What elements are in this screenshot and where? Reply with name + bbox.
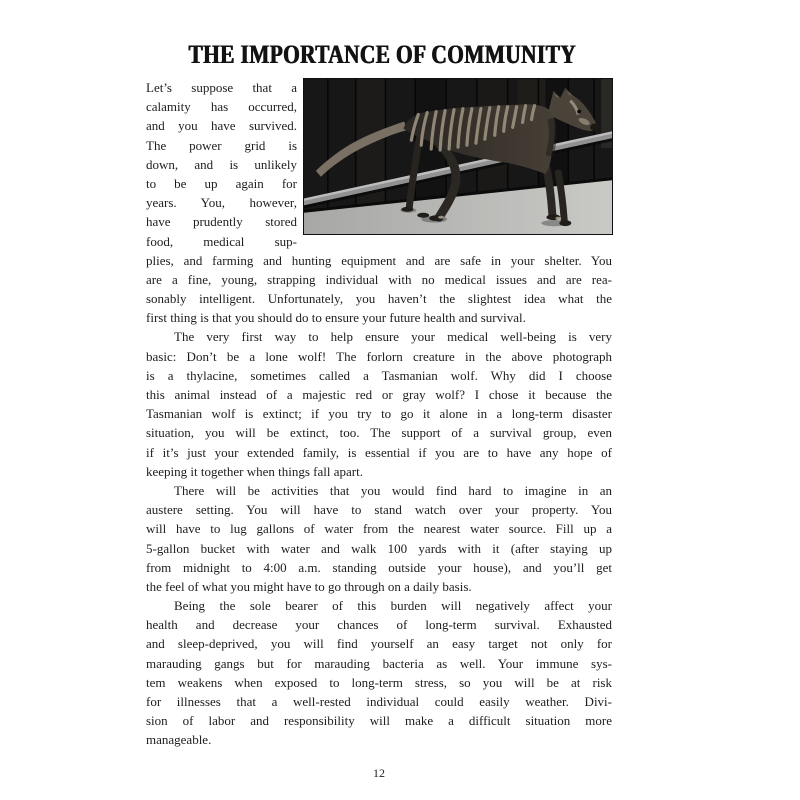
text-line: is a thylacine, sometimes called a Tasmanian wolf. Why did I choose (146, 367, 612, 383)
text-line: situation, you will be extinct, too. The support of a survival group, even (146, 425, 612, 441)
text-line: sion of labor and responsibility will make a difficult situation more (146, 713, 612, 729)
text-line: The power grid is (146, 137, 297, 153)
body-text (146, 78, 612, 750)
text-line: Tasmanian wolf is extinct; if you try to go it alone in a long-term disaster (146, 406, 612, 422)
text-line: the feel of what you might have to go through on a daily basis. (146, 578, 472, 594)
paragraph-3 (146, 481, 612, 596)
text-line: manageable. (146, 732, 212, 748)
text-line: 5-gallon bucket with water and walk 100 yards with it (after staying up (146, 540, 612, 556)
text-line: this animal instead of a majestic red or gray wolf? I chose it because the (146, 387, 612, 402)
text-line: first thing is that you should do to ensure your future health and survival. (146, 310, 526, 326)
text-line: tem weakens when exposed to long-term stress, so you will be at risk (146, 674, 612, 690)
text-line: marauding gangs but for marauding bacteria as well. Your immune sys- (146, 655, 612, 671)
text-line: The very first way to help ensure your medical well-being is very (174, 329, 612, 345)
text-line: are a fine, young, strapping individual with no medical issues and are rea- (146, 271, 612, 287)
paragraph-1 (146, 78, 612, 327)
page-title-text: THE IMPORTANCE OF COMMUNITY (188, 40, 577, 69)
text-line: years. You, however, (146, 195, 297, 211)
text-line: health and decrease your chances of long-term survival. Exhausted (146, 617, 612, 633)
text-line: to be up again for (146, 175, 297, 191)
text-line: food, medical sup- (146, 233, 297, 249)
paragraph-2 (146, 327, 612, 481)
text-line: and sleep-deprived, you will find yourself an easy target not only for (146, 636, 612, 652)
text-line: and you have survived. (146, 118, 297, 134)
text-line: basic: Don’t be a lone wolf! The forlorn creature in the above photograph (146, 348, 612, 364)
text-line: if it’s just your extended family, is essential if you are to have any hope of (146, 444, 612, 460)
text-line: austere setting. You will have to stand watch over your property. You (146, 502, 612, 518)
text-line: will have to lug gallons of water from the nearest water source. Fill up a (146, 521, 612, 537)
text-line: calamity has occurred, (146, 99, 297, 115)
text-line: down, and is unlikely (146, 156, 297, 172)
text-line: keeping it together when things fall apart. (146, 463, 363, 479)
page-number: 12 (373, 766, 385, 780)
text-line: from midnight to 4:00 a.m. standing outside your house), and you’ll get (146, 559, 612, 575)
text-line: have prudently stored (146, 214, 297, 230)
text-line: plies, and farming and hunting equipment and are safe in your shelter. You (146, 252, 612, 268)
text-line: There will be activities that you would find hard to imagine in an (174, 482, 612, 498)
text-line: sonably intelligent. Unfortunately, you haven’t the slightest idea what the (146, 291, 612, 307)
text-line: Let’s suppose that a (146, 80, 297, 95)
paragraph-4 (146, 596, 612, 750)
text-line: for illnesses that a well-rested individual could easily weather. Divi- (146, 694, 612, 709)
text-line: Being the sole bearer of this burden will negatively affect your (174, 598, 612, 614)
page-title (146, 40, 612, 70)
